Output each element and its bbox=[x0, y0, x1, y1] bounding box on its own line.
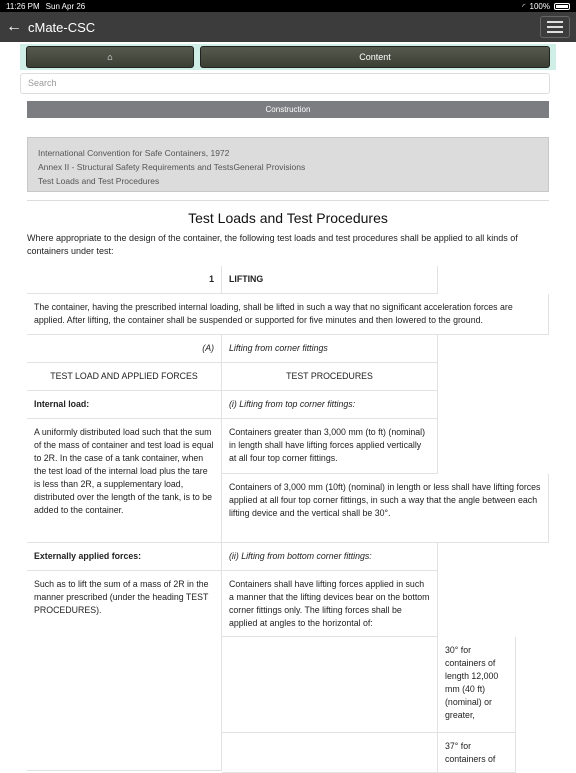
empty-cell bbox=[222, 733, 438, 773]
menu-line-icon bbox=[547, 31, 563, 33]
section-label: LIFTING bbox=[222, 266, 438, 294]
test-procedure-table bbox=[27, 266, 549, 773]
table-row bbox=[27, 266, 549, 294]
table-row bbox=[27, 335, 549, 363]
category-button[interactable]: Construction bbox=[27, 101, 549, 118]
internal-load-description: A uniformly distributed load such that the sum of the mass of container and test load is equal to 2R. In the case of a tank container, when the test load of the internal load plus the tare is less than 2R, a supplementary load, distributed over the length of the tank, is to be added to the container. bbox=[27, 419, 222, 543]
app-title: cMate-CSC bbox=[28, 19, 96, 35]
battery-percent: 100% bbox=[529, 1, 550, 11]
content-button[interactable]: Content bbox=[200, 46, 550, 68]
menu-line-icon bbox=[547, 21, 563, 23]
table-row bbox=[27, 294, 549, 335]
back-arrow-icon[interactable]: ← bbox=[6, 18, 22, 35]
empty-cell bbox=[222, 637, 438, 733]
procedure-stack bbox=[222, 419, 549, 543]
breadcrumb-item[interactable]: Annex II - Structural Safety Requirements and TestsGeneral Provisions bbox=[38, 162, 306, 172]
top-corner-procedure-2: Containers of 3,000 mm (10ft) (nominal) in length or less shall have lifting forces applied at all four top corner fittings, in such a way that the angle between each lifting device and the vertical shall be 30°. bbox=[222, 474, 549, 543]
table-row bbox=[27, 391, 549, 419]
app-bar bbox=[0, 12, 576, 42]
subsection-number: (A) bbox=[27, 335, 222, 363]
table-row bbox=[27, 363, 549, 391]
column-header-procedures: TEST PROCEDURES bbox=[222, 363, 438, 391]
table-row bbox=[27, 543, 549, 571]
home-icon: ⌂ bbox=[107, 52, 113, 62]
intro-text: Where appropriate to the design of the container, the following test loads and test procedures shall be applied to all kinds of containers under test: bbox=[27, 233, 518, 256]
page-title: Test Loads and Test Procedures bbox=[188, 210, 388, 226]
battery-icon bbox=[554, 3, 570, 10]
angle-note-1: 30° for containers of length 12,000 mm (40 ft) (nominal) or greater, bbox=[438, 637, 516, 733]
procedure-stack bbox=[222, 571, 516, 773]
status-right bbox=[522, 2, 570, 11]
external-forces-description: Such as to lift the sum of a mass of 2R in the manner prescribed (under the heading TEST PROCEDURES). bbox=[27, 571, 222, 771]
status-date: Sun Apr 26 bbox=[45, 1, 86, 11]
internal-load-label: Internal load: bbox=[27, 391, 222, 419]
menu-line-icon bbox=[547, 26, 563, 28]
bottom-corner-label: (ii) Lifting from bottom corner fittings: bbox=[222, 543, 438, 571]
hamburger-menu-button[interactable] bbox=[540, 16, 570, 38]
status-bar bbox=[0, 0, 576, 12]
table-row bbox=[222, 637, 516, 733]
top-corner-label: (i) Lifting from top corner fittings: bbox=[222, 391, 438, 419]
table-row bbox=[222, 733, 516, 773]
subsection-label: Lifting from corner fittings bbox=[222, 335, 438, 363]
column-header-loads: TEST LOAD AND APPLIED FORCES bbox=[27, 363, 222, 391]
breadcrumb bbox=[27, 137, 549, 192]
bottom-corner-procedure: Containers shall have lifting forces applied in such a manner that the lifting devices bear on the bottom corner fittings only. The lifting forces shall be applied at angles to the horizontal of: bbox=[222, 571, 438, 637]
wifi-icon: ◜ bbox=[522, 1, 526, 11]
status-time: 11:26 PM bbox=[6, 1, 40, 11]
external-forces-label: Externally applied forces: bbox=[27, 543, 222, 571]
table-row bbox=[27, 571, 549, 773]
section-number: 1 bbox=[27, 266, 222, 294]
table-row bbox=[27, 419, 549, 543]
top-corner-procedure-1: Containers greater than 3,000 mm (to ft) (nominal) in length shall have lifting forces applied vertically at all four top corner fittings. bbox=[222, 419, 438, 474]
lifting-text: The container, having the prescribed internal loading, shall be lifted in such a way that no significant acceleration forces are applied. After lifting, the container shall be suspended or supported for five minutes and then lowered to the ground. bbox=[27, 294, 549, 335]
breadcrumb-item[interactable]: Test Loads and Test Procedures bbox=[38, 176, 160, 186]
angle-note-2: 37° for containers of bbox=[438, 733, 516, 773]
home-button[interactable] bbox=[26, 46, 194, 68]
search-input[interactable]: Search bbox=[20, 73, 550, 94]
divider bbox=[27, 200, 549, 201]
breadcrumb-item[interactable]: International Convention for Safe Containers, 1972 bbox=[38, 148, 230, 158]
nav-button-row bbox=[20, 44, 556, 70]
